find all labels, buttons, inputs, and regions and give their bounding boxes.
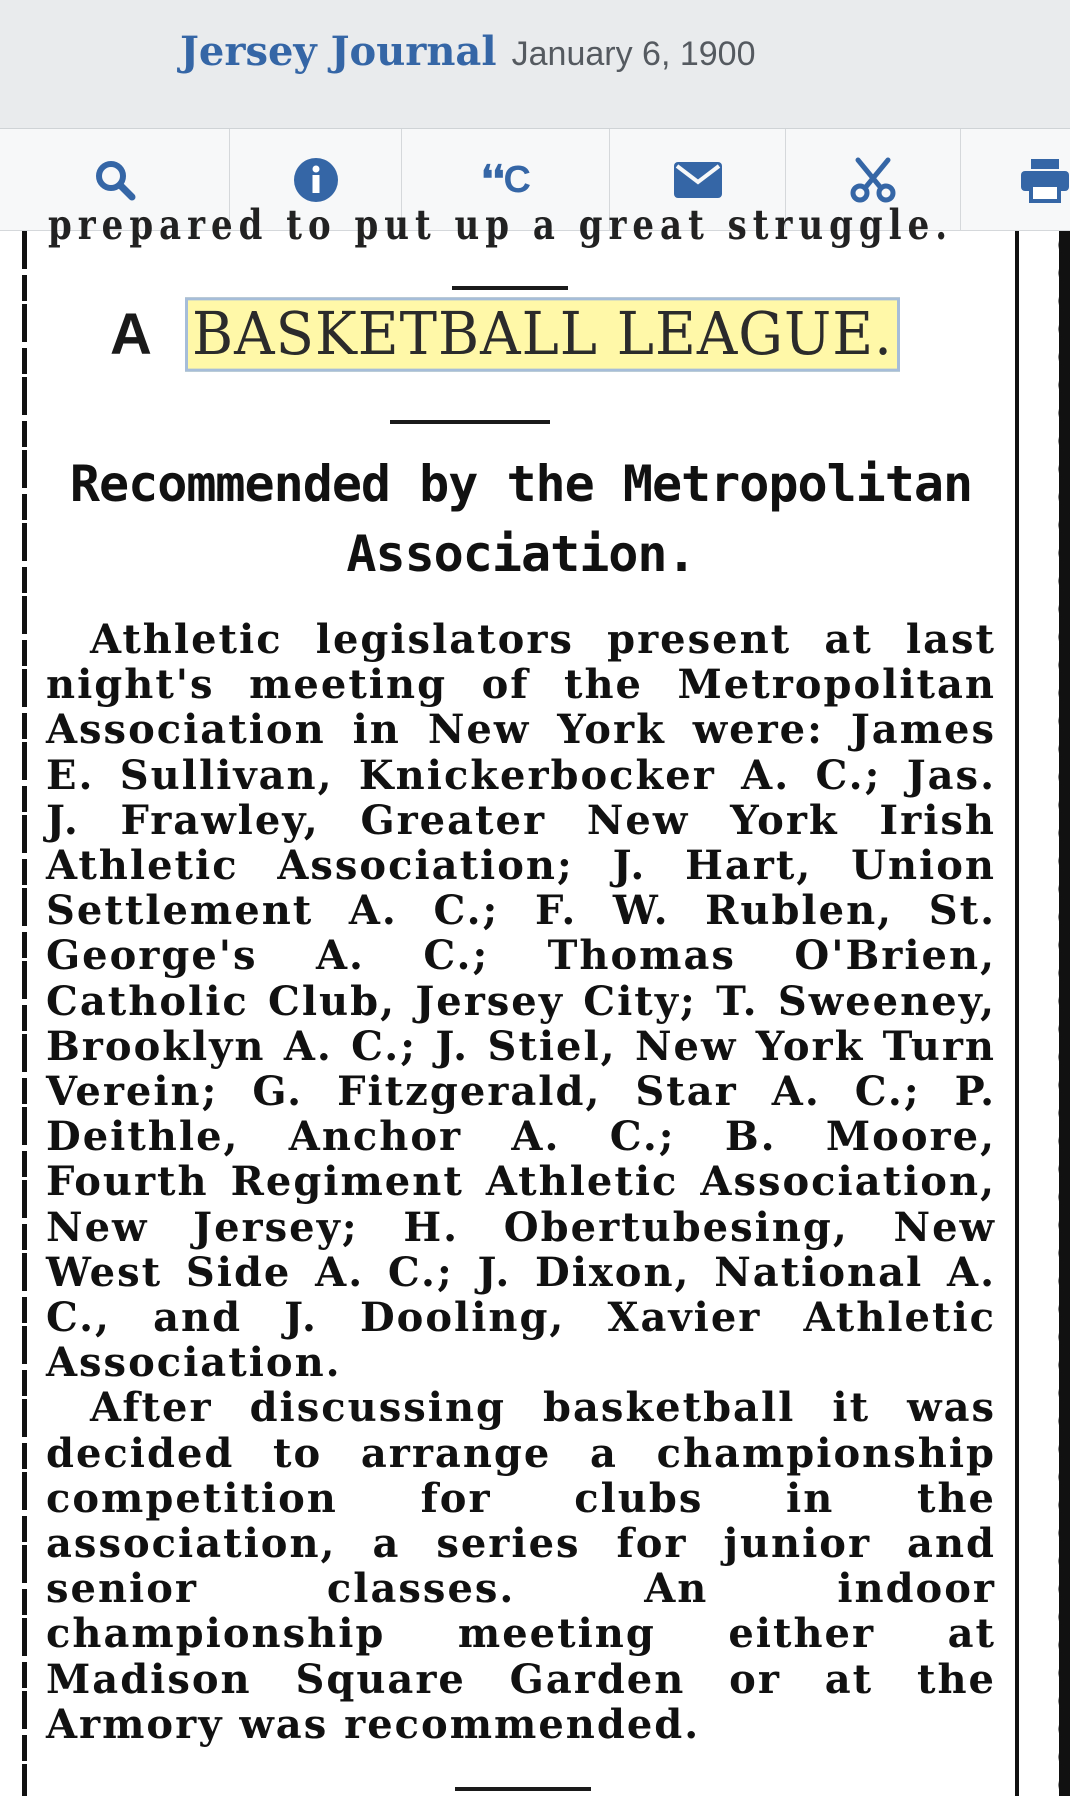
decorative-border	[1033, 231, 1070, 1796]
headline-prefix: A	[110, 302, 152, 367]
info-icon	[293, 157, 339, 203]
divider-rule	[390, 420, 550, 424]
cut-off-text: prepared to put up a great struggle.	[48, 202, 954, 250]
divider-rule	[452, 286, 568, 290]
top-header	[0, 0, 1070, 129]
paragraph: After discussing basketball it was decided to arrange a championship competition for clubs in the association, a series for junior and senior classes. An indoor championship meeting either at Madison Square Garden or at the Armory was recommended.	[46, 1384, 996, 1748]
column-rule-right	[1015, 231, 1019, 1796]
divider-rule	[455, 1787, 591, 1791]
headline	[110, 299, 950, 369]
article-body	[46, 617, 996, 1747]
highlighted-headline[interactable]: BASKETBALL LEAGUE.	[185, 297, 900, 372]
scissors-icon	[850, 157, 896, 203]
previous-article-tail	[48, 202, 958, 250]
paragraph: Athletic legislators present at last night's meeting of the Metropolitan Association in New York were: James E. Sullivan, Knickerbocker A. C.; Jas. J. Frawley, Greater New York Irish Athletic Association; J. Hart, Union Settlement A. C.; F. W. Rublen, St. George's A. C.; Thomas O'Brien, Catholic Club, Jersey City; T. Sweeney, Brooklyn A. C.; J. Stiel, New York Turn Verein; G. Fitzgerald, Star A. C.; P. Deithle, Anchor A. C.; B. Moore, Fourth Regiment Athletic Association, New Jersey; H. Obertubesing, New West Side A. C.; J. Dixon, National A. C., and J. Dooling, Xavier Athletic Association.	[46, 616, 996, 1387]
newspaper-clipping	[0, 202, 1070, 1796]
publication-title[interactable]: Jersey Journal	[180, 28, 497, 75]
title-row	[180, 28, 755, 75]
column-rule-left	[22, 231, 27, 1796]
print-button[interactable]	[961, 129, 1070, 230]
email-icon	[674, 162, 722, 198]
subheadline: Recommended by the Metropolitan Association.	[69, 455, 973, 583]
publication-date: January 6, 1900	[511, 35, 756, 73]
search-icon	[93, 158, 137, 202]
print-icon	[1021, 159, 1069, 201]
cite-icon: ❛❛C	[481, 159, 530, 201]
